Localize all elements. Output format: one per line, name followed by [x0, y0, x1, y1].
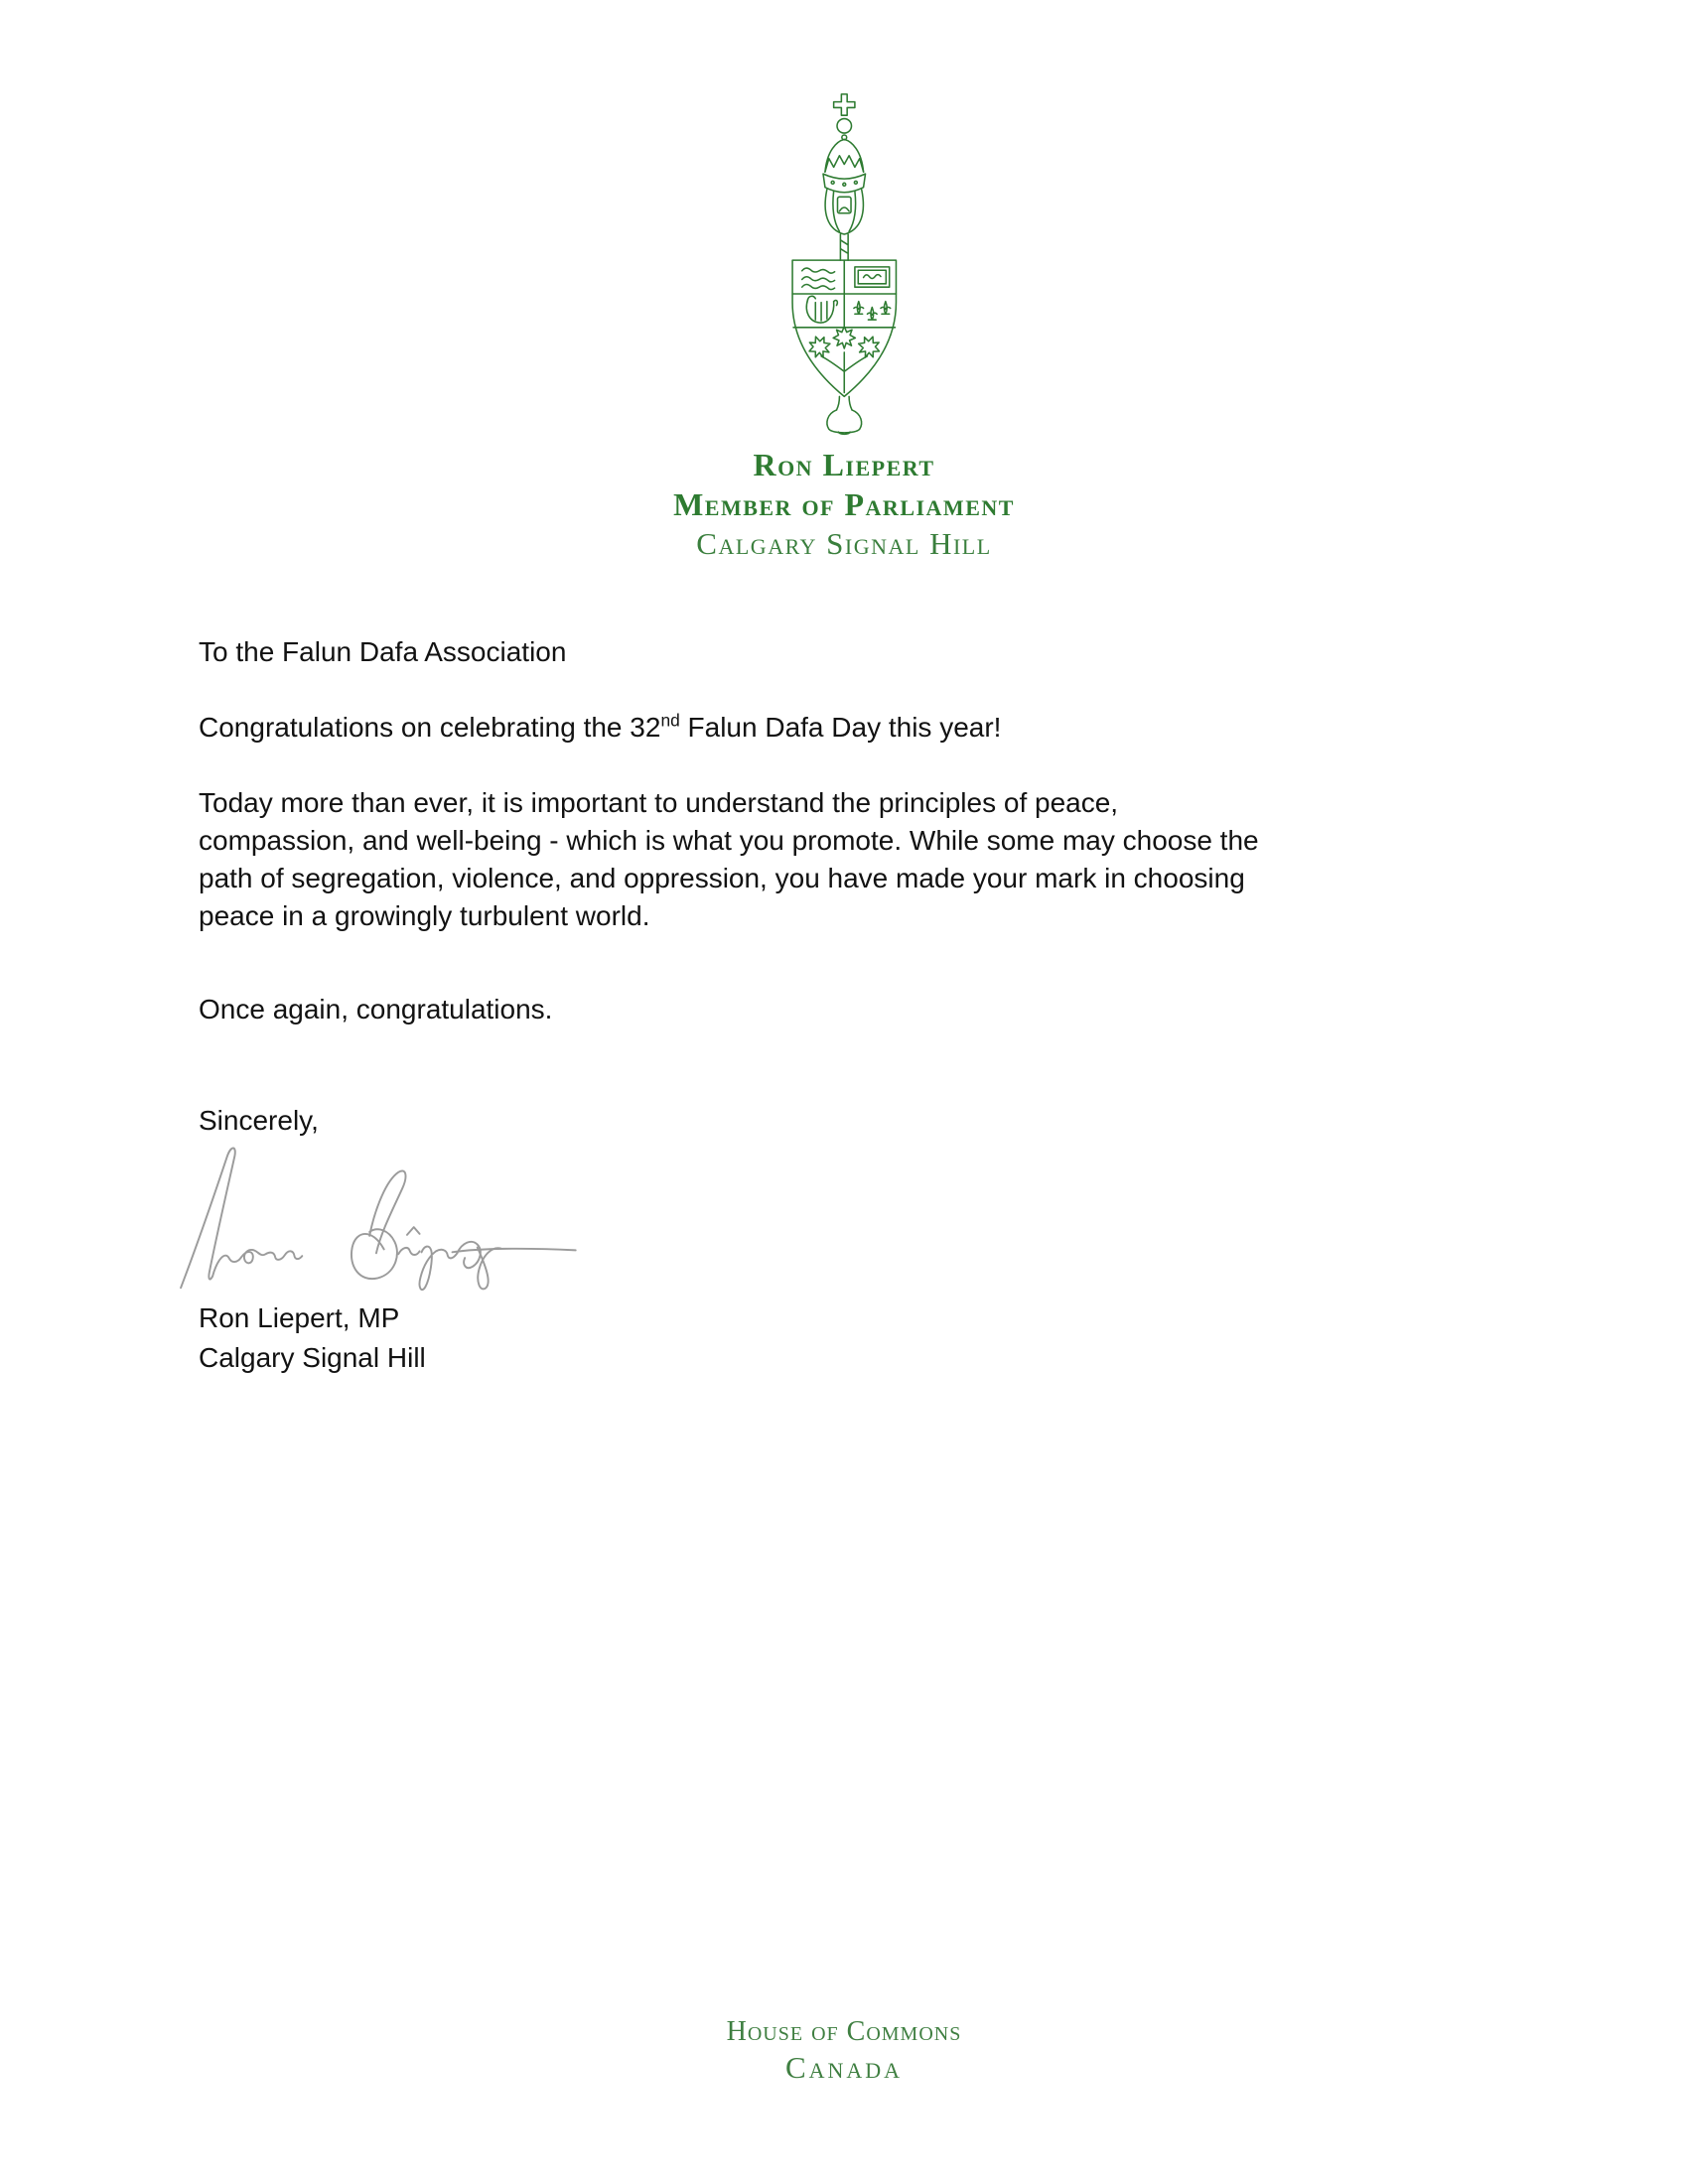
letterhead-riding: Calgary Signal Hill — [696, 526, 992, 561]
paragraph-line: path of segregation, violence, and oppression, you have made your mark in choosing — [199, 863, 1245, 893]
footer-canada: Canada — [784, 2050, 904, 2085]
letter-body — [199, 633, 1440, 1378]
signature-ron-liepert-icon — [161, 1136, 588, 1295]
signer-riding: Calgary Signal Hill — [199, 1342, 426, 1373]
paragraph-line: Today more than ever, it is important to understand the principles of peace, — [199, 787, 1119, 818]
house-of-commons-crest-icon — [766, 91, 923, 437]
valediction: Sincerely, — [199, 1105, 319, 1136]
congratulations-line — [199, 709, 1440, 747]
congrats-text-after: Falun Dafa Day this year! — [679, 712, 1002, 743]
signer-name: Ron Liepert, MP — [199, 1302, 400, 1333]
ordinal-superscript: nd — [660, 710, 680, 731]
footer-house-of-commons: House of Commons — [726, 2016, 962, 2047]
letterhead-name: Ron Liepert — [753, 447, 935, 482]
page-footer — [0, 2015, 1688, 2087]
letterhead — [0, 0, 1688, 564]
paragraph-line: compassion, and well-being - which is what you promote. While some may choose the — [199, 825, 1259, 856]
letterhead-title: Member of Parliament — [673, 486, 1015, 522]
main-paragraph — [199, 784, 1440, 935]
congrats-text-before: Congratulations on celebrating the 32 — [199, 712, 661, 743]
closing-line: Once again, congratulations. — [199, 994, 553, 1024]
paragraph-line: peace in a growingly turbulent world. — [199, 900, 650, 931]
signature-block — [199, 1298, 1440, 1378]
salutation: To the Falun Dafa Association — [199, 636, 567, 667]
